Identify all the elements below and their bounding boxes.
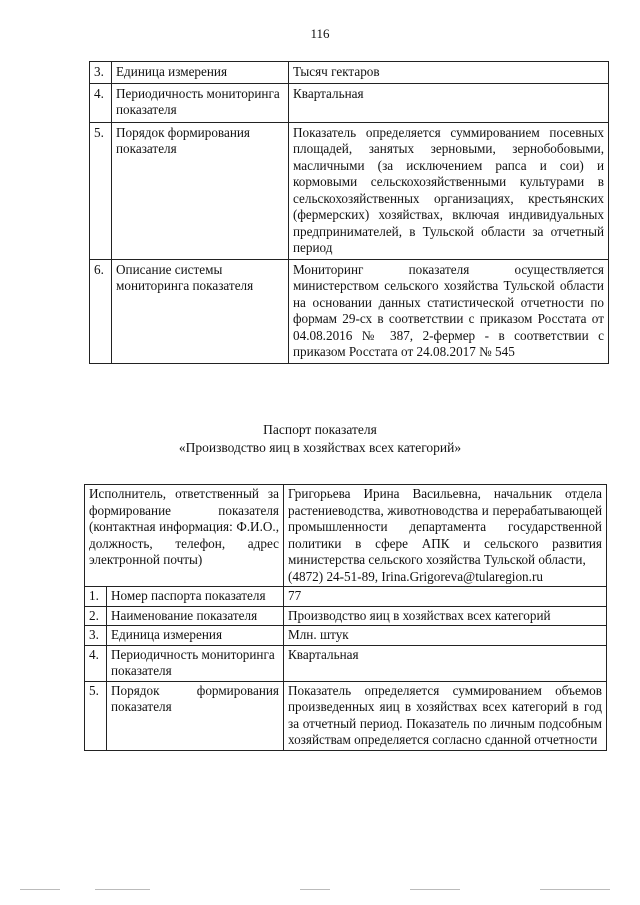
table-row xyxy=(90,62,609,84)
page-number: 116 xyxy=(310,26,330,41)
row-value: 77 xyxy=(284,587,607,607)
row-label: Периодичность мониторинга показателя xyxy=(112,83,289,122)
row-label: Единица измерения xyxy=(107,626,284,646)
row-number: 4. xyxy=(85,645,107,681)
row-number: 6. xyxy=(90,259,112,363)
scan-footer-marks xyxy=(0,889,640,895)
passport-title-line2: «Производство яиц в хозяйствах всех категорий» xyxy=(178,440,462,455)
row-value: Квартальная xyxy=(284,645,607,681)
scan-mark xyxy=(540,889,610,890)
row-label: Порядок формирования показателя xyxy=(107,681,284,750)
executor-row xyxy=(85,485,607,587)
row-value: Показатель определяется суммированием посевных площадей, занятых зерновыми, зернобобовыми, масличными (за исключением рапса и сои) и кормовыми сельскохозяйственными культурами в сельскохозяйственных организациях, крестьянских (фермерских) хозяйствах, включая индивидуальных предпринимателей, в Тульской области за отчетный период xyxy=(289,122,609,259)
row-number: 1. xyxy=(85,587,107,607)
executor-contact: (4872) 24-51-89, Irina.Grigoreva@tularegion.ru xyxy=(288,568,543,584)
passport-table xyxy=(84,484,607,751)
indicator-table-continued xyxy=(89,61,609,364)
table-row xyxy=(85,645,607,681)
row-value: Тысяч гектаров xyxy=(289,62,609,84)
row-value: Производство яиц в хозяйствах всех категорий xyxy=(284,606,607,626)
row-label: Порядок формирования показателя xyxy=(112,122,289,259)
row-label: Наименование показателя xyxy=(107,606,284,626)
row-value: Квартальная xyxy=(289,83,609,122)
row-label: Описание системы мониторинга показателя xyxy=(112,259,289,363)
scan-mark xyxy=(20,889,60,890)
row-value: Млн. штук xyxy=(284,626,607,646)
row-label: Периодичность мониторинга показателя xyxy=(107,645,284,681)
passport-title-line1: Паспорт показателя xyxy=(263,422,377,437)
table-row xyxy=(90,83,609,122)
row-value: Показатель определяется суммированием объемов произведенных яиц в хозяйствах всех категорий в год за отчетный период. Показатель по личным подсобным хозяйствам определяется согласно сданной отчетности xyxy=(284,681,607,750)
passport-title xyxy=(0,421,640,457)
executor-cell xyxy=(284,485,607,587)
row-label: Номер паспорта показателя xyxy=(107,587,284,607)
row-label: Единица измерения xyxy=(112,62,289,84)
table-row xyxy=(90,122,609,259)
row-number: 2. xyxy=(85,606,107,626)
table-row xyxy=(85,606,607,626)
scan-mark xyxy=(410,889,460,890)
row-number: 4. xyxy=(90,83,112,122)
row-number: 5. xyxy=(85,681,107,750)
row-number: 3. xyxy=(85,626,107,646)
row-number: 3. xyxy=(90,62,112,84)
table-row xyxy=(85,587,607,607)
table-row xyxy=(85,626,607,646)
row-value: Мониторинг показателя осуществляется министерством сельского хозяйства Тульской области на основании данных статистической отчетности по формам 29-сх в соответствии с приказом Росстата от 04.08.2016 № 387, 2-фермер - в соответствии с приказом Росстата от 24.08.2017 № 545 xyxy=(289,259,609,363)
row-number: 5. xyxy=(90,122,112,259)
executor-label: Исполнитель, ответственный за формирование показателя (контактная информация: Ф.И.О., должность, телефон, адрес электронной почты) xyxy=(85,485,284,587)
table-row xyxy=(90,259,609,363)
scan-mark xyxy=(300,889,330,890)
table-row xyxy=(85,681,607,750)
scan-mark xyxy=(95,889,150,890)
executor-value: Григорьева Ирина Васильевна, начальник отдела растениеводства, животноводства и перерабатывающей промышленности департамента государственной политики в сфере АПК и сельского развития министерства сельского хозяйства Тульской области, xyxy=(288,486,602,567)
